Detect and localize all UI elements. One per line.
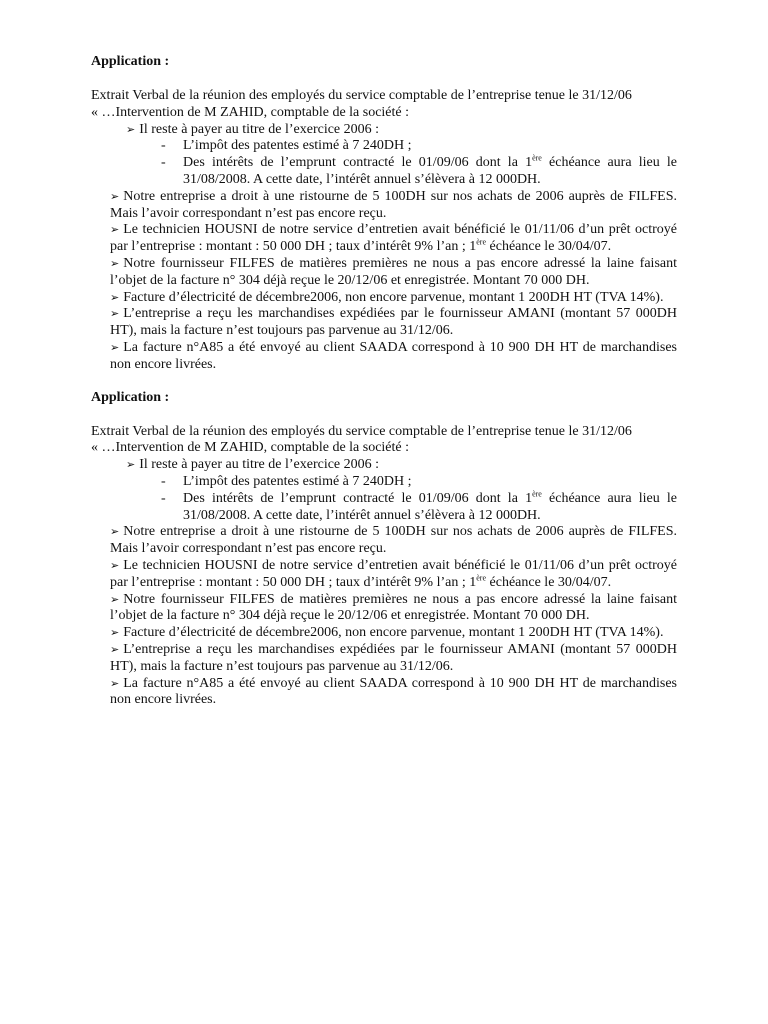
ordinal-superscript: ère — [532, 489, 542, 499]
quote-intro: « …Intervention de M ZAHID, comptable de la société : — [91, 440, 410, 456]
bullet-text: La facture n°A85 a été envoyé au client SAADA correspond à 10 900 DH HT de marchandises non encore livrées. — [110, 339, 677, 372]
list-item — [91, 340, 677, 374]
list-item — [91, 290, 677, 307]
arrow-bullet-icon: ➢ — [126, 122, 136, 136]
bullet-text: Facture d’électricité de décembre2006, non encore parvenue, montant 1 200DH HT (TVA 14%). — [123, 289, 664, 305]
list-item — [91, 256, 677, 290]
arrow-bullet-icon: ➢ — [110, 307, 120, 321]
list-item — [91, 676, 677, 710]
bullet-text: La facture n°A85 a été envoyé au client SAADA correspond à 10 900 DH HT de marchandises non encore livrées. — [110, 675, 677, 708]
arrow-bullet-icon: ➢ — [110, 626, 120, 640]
bullet-text: Notre entreprise a droit à une ristourne de 5 100DH sur nos achats de 2006 auprès de FILFES. Mais l’avoir correspondant n’est pas encore reçu. — [110, 524, 677, 557]
dash-bullet-icon: - — [161, 138, 166, 154]
arrow-bullet-icon: ➢ — [110, 642, 120, 656]
arrow-bullet-icon: ➢ — [110, 290, 120, 304]
dash-item — [91, 474, 677, 491]
arrow-bullet-icon: ➢ — [110, 558, 120, 572]
dash-text: L’impôt des patentes estimé à 7 240DH ; — [183, 138, 412, 154]
arrow-bullet-icon: ➢ — [110, 525, 120, 539]
section-heading: Application : — [91, 54, 170, 69]
arrow-bullet-icon: ➢ — [110, 340, 120, 354]
bullet-text: Notre fournisseur FILFES de matières premières ne nous a pas encore adressé la laine faisant l’objet de la facture n° 304 déjà reçue le 20/12/06 et enregistrée. Montant 70 000 DH. — [110, 591, 677, 624]
document-page — [91, 54, 677, 709]
bullet-text: Il reste à payer au titre de l’exercice 2006 : — [139, 457, 380, 473]
dash-text: L’impôt des patentes estimé à 7 240DH ; — [183, 473, 412, 489]
bullet-text: Facture d’électricité de décembre2006, non encore parvenue, montant 1 200DH HT (TVA 14%). — [123, 625, 664, 641]
bullet-text: Notre fournisseur FILFES de matières premières ne nous a pas encore adressé la laine faisant l’objet de la facture n° 304 déjà reçue le 20/12/06 et enregistrée. Montant 70 000 DH. — [110, 255, 677, 288]
arrow-bullet-icon: ➢ — [110, 223, 120, 237]
bullet-text: L’entreprise a reçu les marchandises expédiées par le fournisseur AMANI (montant 57 000DH HT), mais la facture n’est toujours pas parvenue au 31/12/06. — [110, 641, 677, 674]
bullet-text: Le technicien HOUSNI de notre service d’entretien avait bénéficié le 01/11/06 d’un prêt octroyé par l’entreprise : montant : 50 000 DH ; taux d’intérêt 9% l’an ; 1ère échéance le 30/04/07. — [110, 557, 677, 590]
dash-bullet-icon: - — [161, 473, 166, 489]
application-section — [91, 390, 677, 710]
application-section — [91, 54, 677, 374]
dash-bullet-icon: - — [161, 155, 166, 171]
dash-item — [91, 491, 677, 525]
arrow-bullet-icon: ➢ — [110, 189, 120, 203]
quote-intro: « …Intervention de M ZAHID, comptable de la société : — [91, 104, 410, 120]
list-item — [91, 642, 677, 676]
list-item — [91, 122, 677, 139]
dash-text: Des intérêts de l’emprunt contracté le 01/09/06 dont la 1ère échéance aura lieu le 31/08/2008. A cette date, l’intérêt annuel s’élèvera à 12 000DH. — [183, 489, 677, 523]
arrow-bullet-icon: ➢ — [110, 256, 120, 270]
list-item — [91, 625, 677, 642]
bullet-text: Le technicien HOUSNI de notre service d’entretien avait bénéficié le 01/11/06 d’un prêt octroyé par l’entreprise : montant : 50 000 DH ; taux d’intérêt 9% l’an ; 1ère échéance le 30/04/07. — [110, 222, 677, 255]
list-item — [91, 457, 677, 474]
arrow-bullet-icon: ➢ — [110, 676, 120, 690]
list-item — [91, 222, 677, 256]
dash-text: Des intérêts de l’emprunt contracté le 01/09/06 dont la 1ère échéance aura lieu le 31/08/2008. A cette date, l’intérêt annuel s’élèvera à 12 000DH. — [183, 153, 677, 187]
list-item — [91, 306, 677, 340]
list-item — [91, 558, 677, 592]
ordinal-superscript: ère — [476, 573, 487, 583]
arrow-bullet-icon: ➢ — [126, 458, 136, 472]
list-item — [91, 524, 677, 558]
section-heading: Application : — [91, 389, 170, 405]
dash-bullet-icon: - — [161, 490, 166, 506]
bullet-text: L’entreprise a reçu les marchandises expédiées par le fournisseur AMANI (montant 57 000DH HT), mais la facture n’est toujours pas parvenue au 31/12/06. — [110, 306, 677, 339]
ordinal-superscript: ère — [532, 153, 542, 163]
dash-item — [91, 155, 677, 189]
bullet-text: Notre entreprise a droit à une ristourne de 5 100DH sur nos achats de 2006 auprès de FILFES. Mais l’avoir correspondant n’est pas encore reçu. — [110, 188, 677, 221]
dash-item — [91, 138, 677, 155]
list-item — [91, 592, 677, 626]
intro-paragraph: Extrait Verbal de la réunion des employés du service comptable de l’entreprise tenue le 31/12/06 — [91, 88, 632, 103]
list-item — [91, 189, 677, 223]
bullet-text: Il reste à payer au titre de l’exercice 2006 : — [139, 121, 380, 137]
intro-paragraph: Extrait Verbal de la réunion des employés du service comptable de l’entreprise tenue le 31/12/06 — [91, 423, 632, 439]
ordinal-superscript: ère — [476, 237, 487, 247]
arrow-bullet-icon: ➢ — [110, 592, 120, 606]
